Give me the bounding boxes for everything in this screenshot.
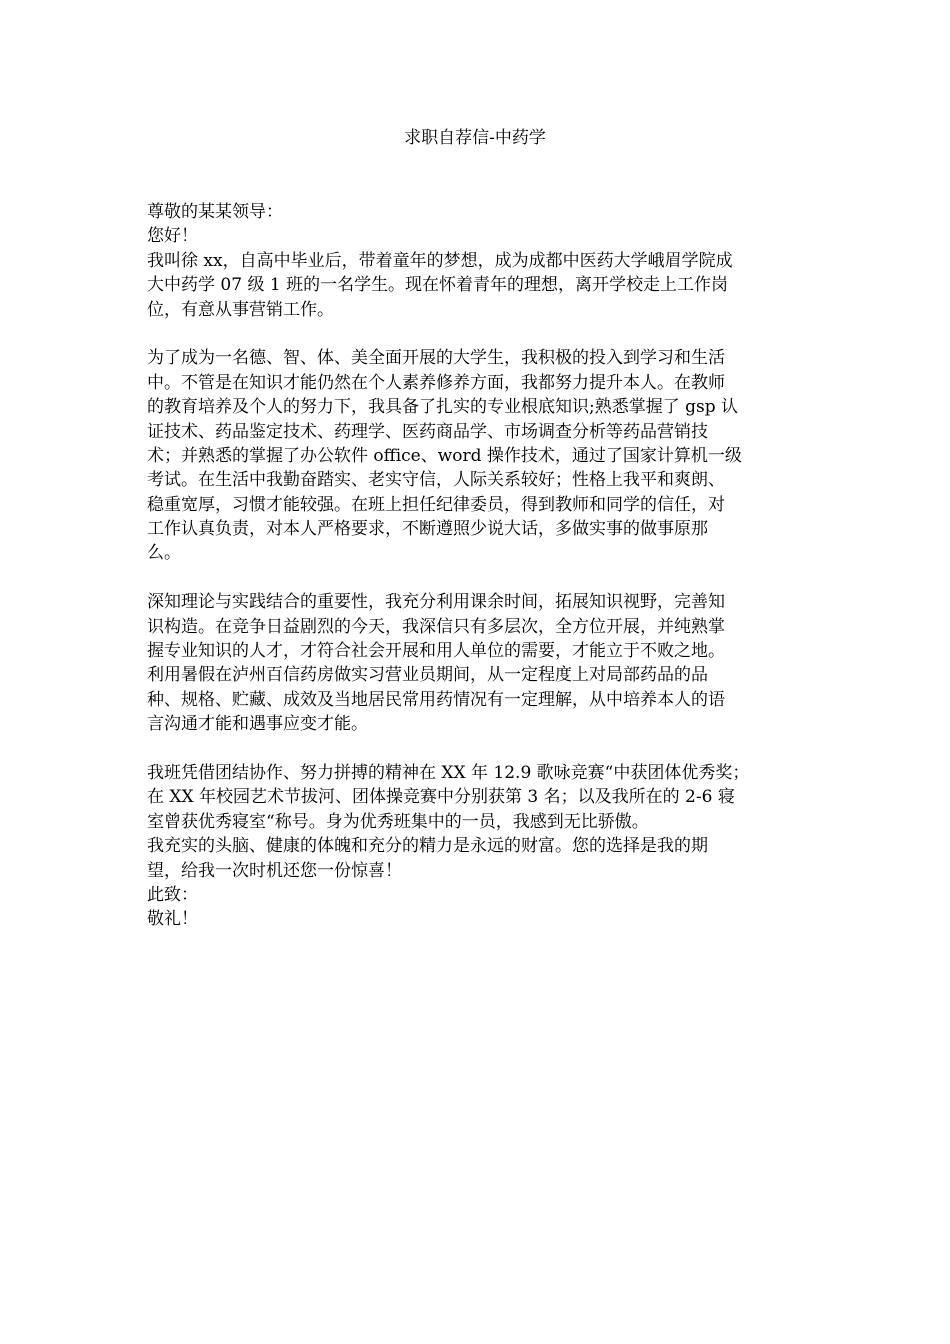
text-line: 术；并熟悉的掌握了办公软件 office、word 操作技术，通过了国家计算机一级 <box>147 445 742 466</box>
paragraph-skills <box>147 346 803 566</box>
text-line: 考试。在生活中我勤奋踏实、老实守信，人际关系较好；性格上我平和爽朗、 <box>147 470 725 491</box>
paragraph-gap <box>147 737 803 761</box>
paragraph-intro <box>147 249 803 322</box>
closing: 此致： <box>147 884 198 905</box>
text-line: 工作认真负责，对本人严格要求，不断遵照少说大话，多做实事的做事原那 <box>147 519 708 540</box>
text-line: 我充实的头脑、健康的体魄和充分的精力是永远的财富。您的选择是我的期 <box>147 836 708 857</box>
greeting: 您好！ <box>147 226 198 247</box>
text-line: 么。 <box>147 543 181 564</box>
text-line: 识构造。在竞争日益剧烈的今天，我深信只有多层次，全方位开展，并纯熟掌 <box>147 616 725 637</box>
text-line: 我叫徐 xx，自高中毕业后，带着童年的梦想，成为成都中医药大学峨眉学院成 <box>147 250 733 271</box>
letter-body <box>147 200 803 932</box>
paragraph-gap <box>147 322 803 346</box>
text-line: 中。不管是在知识才能仍然在个人素养修养方面，我都努力提升本人。在教师 <box>147 372 725 393</box>
text-line: 的教育培养及个人的努力下，我具备了扎实的专业根底知识;熟悉掌握了 gsp 认 <box>147 397 739 418</box>
paragraph-practice <box>147 590 803 736</box>
text-line: 位，有意从事营销工作。 <box>147 299 334 320</box>
salutation: 尊敬的某某领导： <box>147 202 283 222</box>
text-line: 室曾获优秀寝室“称号。身为优秀班集中的一员，我感到无比骄傲。 <box>147 811 649 832</box>
regards: 敬礼！ <box>147 909 198 930</box>
text-line: 利用暑假在泸州百信药房做实习营业员期间，从一定程度上对局部药品的品 <box>147 665 708 686</box>
text-line: 为了成为一名德、智、体、美全面开展的大学生，我积极的投入到学习和生活 <box>147 348 725 369</box>
text-line: 望，给我一次时机还您一份惊喜！ <box>147 860 402 881</box>
text-line: 在 XX 年校园艺术节拔河、团体操竞赛中分别获第 3 名；以及我所在的 2-6 寝 <box>147 787 735 808</box>
text-line: 深知理论与实践结合的重要性，我充分利用课余时间，拓展知识视野，完善知 <box>147 592 725 613</box>
text-line: 我班凭借团结协作、努力拼搏的精神在 XX 年 12.9 歌咏竞赛“中获团体优秀奖； <box>147 762 750 783</box>
text-line: 握专业知识的人才，才符合社会开展和用人单位的需要，才能立于不败之地。 <box>147 641 725 662</box>
paragraph-awards <box>147 761 803 883</box>
text-line: 言沟通才能和遇事应变才能。 <box>147 714 368 735</box>
text-line: 大中药学 07 级 1 班的一名学生。现在怀着青年的理想，离开学校走上工作岗 <box>147 275 729 296</box>
text-line: 证技术、药品鉴定技术、药理学、医药商品学、市场调查分析等药品营销技 <box>147 421 708 442</box>
paragraph-gap <box>147 566 803 590</box>
page-title: 求职自荐信-中药学 <box>404 128 546 148</box>
text-line: 种、规格、贮藏、成效及当地居民常用药情况有一定理解，从中培养本人的语 <box>147 689 725 710</box>
text-line: 稳重宽厚，习惯才能较强。在班上担任纪律委员，得到教师和同学的信任，对 <box>147 494 725 515</box>
